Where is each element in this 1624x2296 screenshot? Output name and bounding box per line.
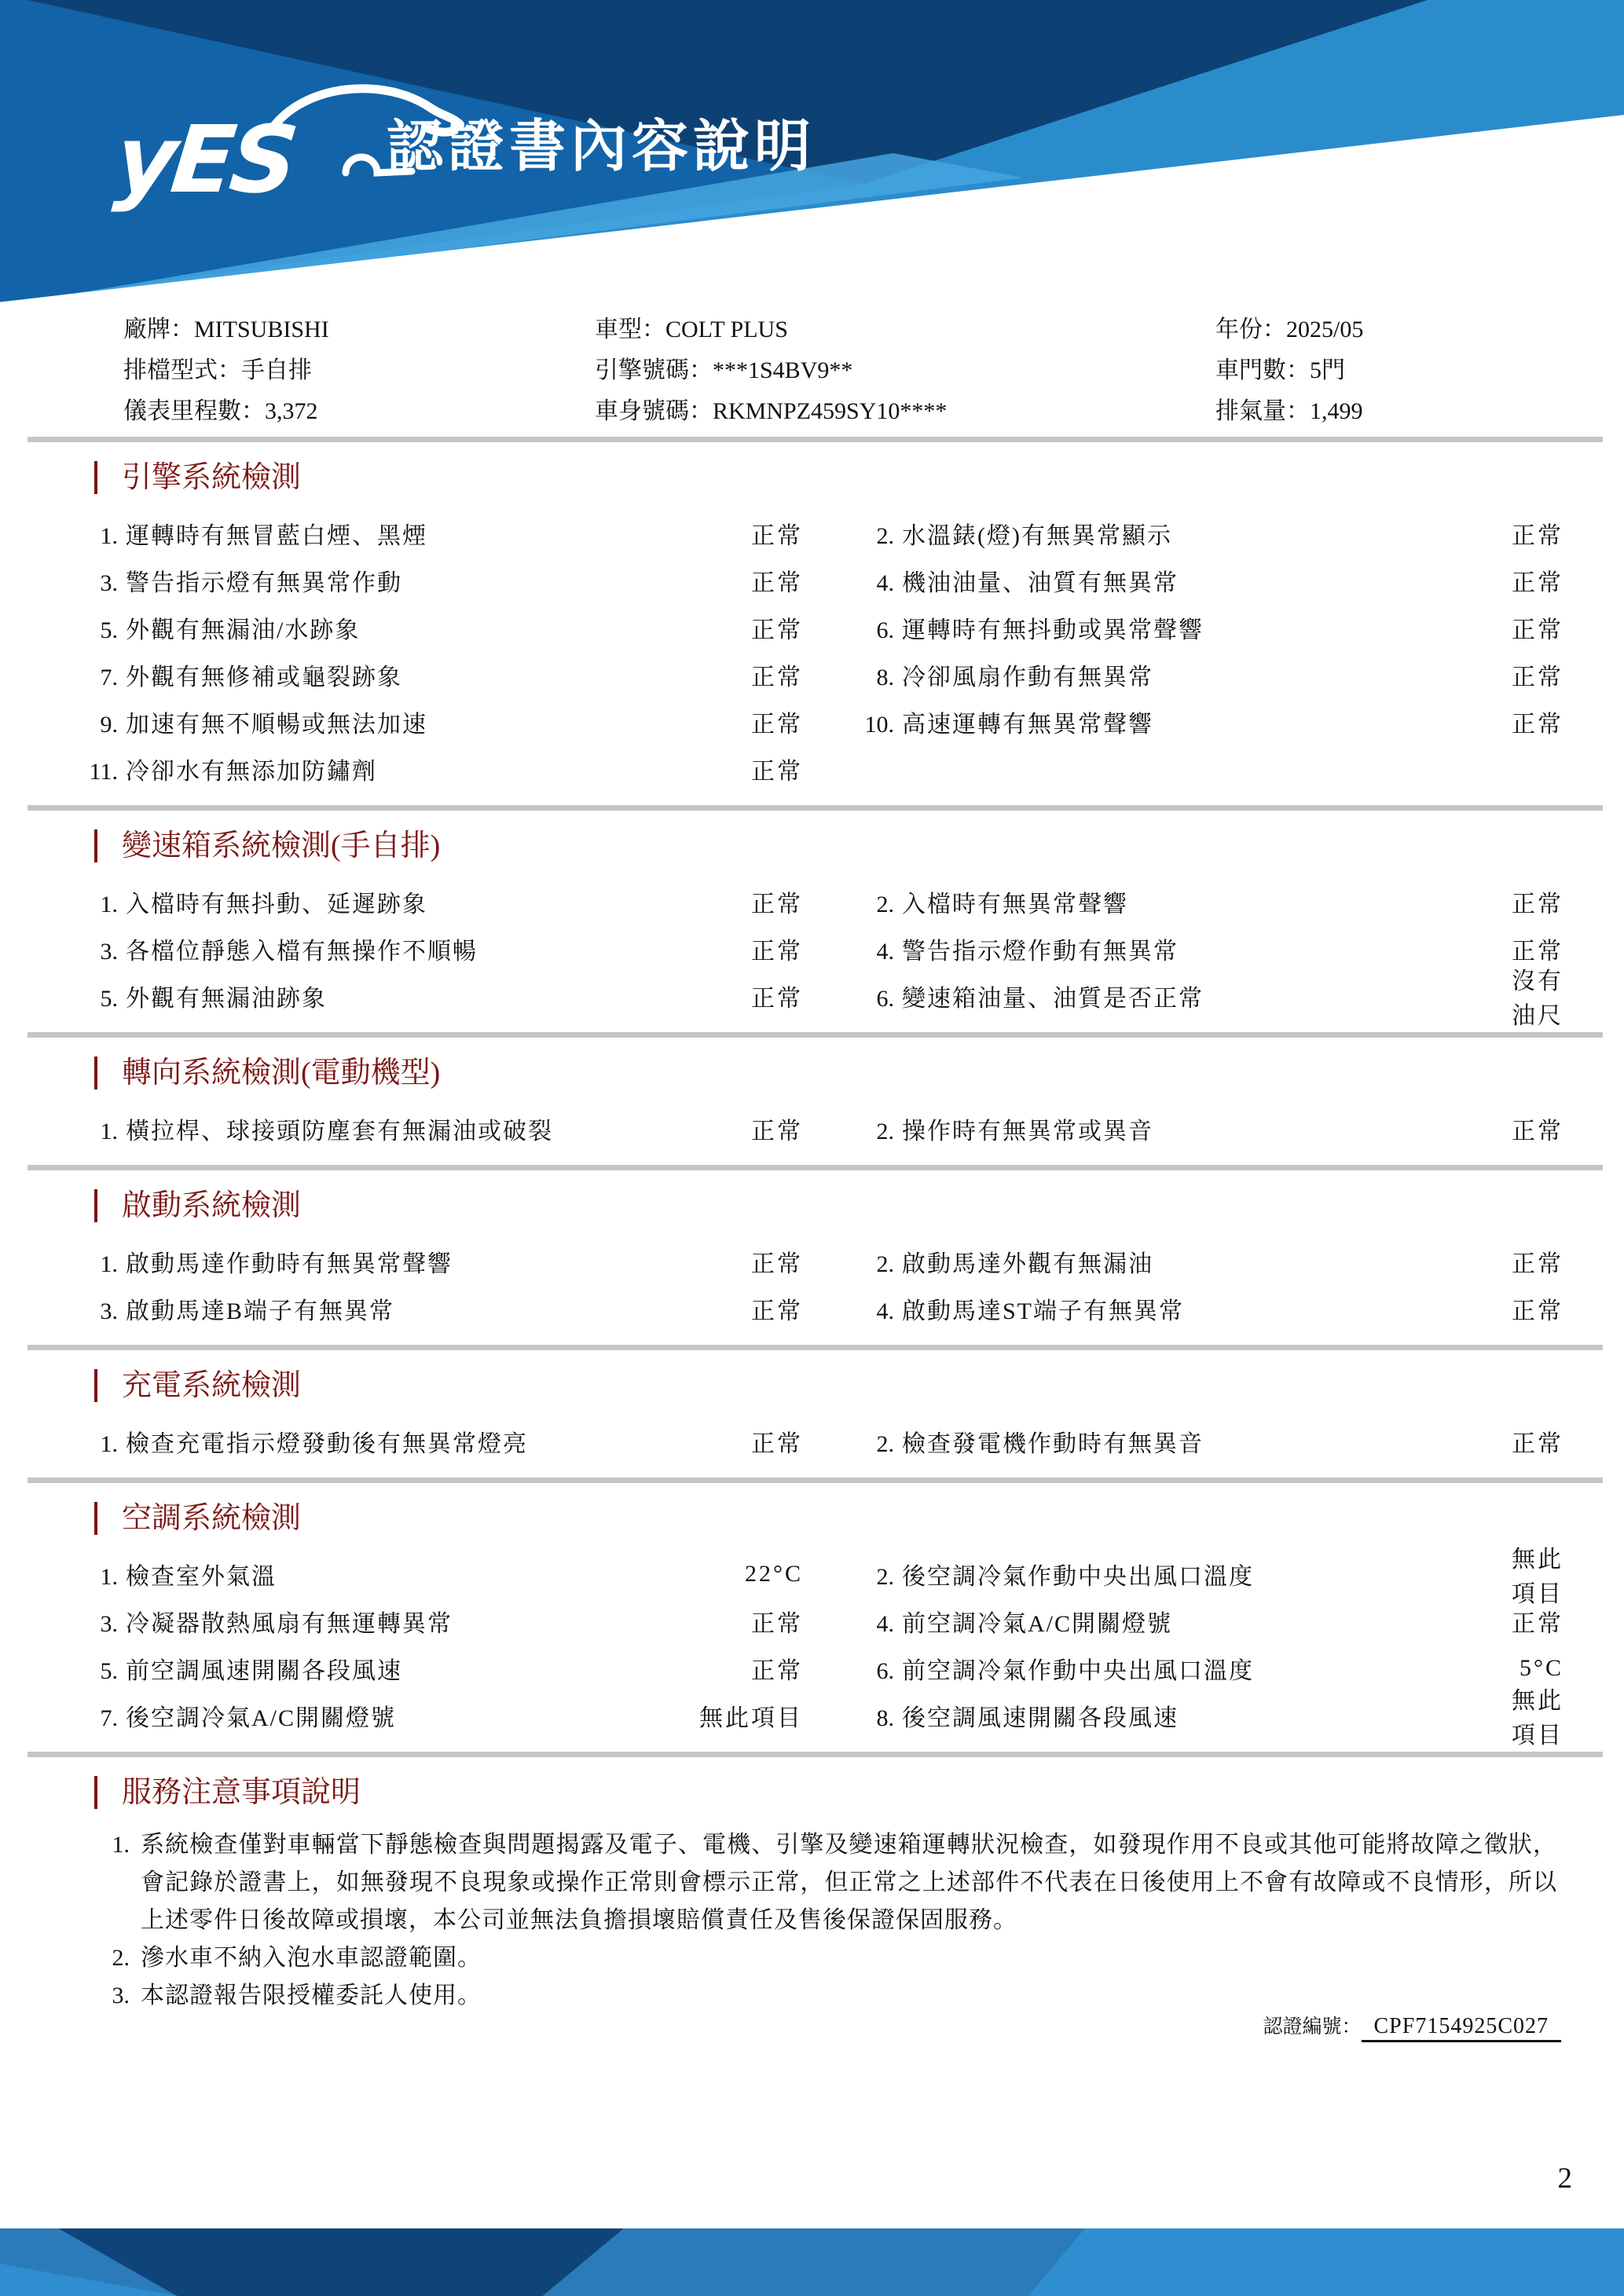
section-rows [0,1418,1624,1465]
inspection-item [82,705,684,739]
item-number: 4. [876,570,894,596]
item-result: 正常 [751,1658,803,1684]
inspection-item [858,610,1494,645]
item-result: 正常 [751,617,803,643]
vehicle-info-label: 引擎號碼： [595,357,713,383]
vehicle-info-value: MITSUBISHI [194,317,329,342]
item-text: 外觀有無漏油/水跡象 [126,617,361,643]
item-result: 正常 [751,892,803,917]
inspection-section [0,1369,1624,1483]
inspection-item [82,657,684,692]
inspection-row [0,878,1624,925]
item-result: 正常 [1512,523,1564,549]
footer-banner [0,2228,1624,2296]
inspection-item [858,1424,1494,1459]
inspection-item [858,932,1494,966]
item-text: 前空調冷氣作動中央出風口溫度 [902,1658,1254,1684]
inspection-row [0,1105,1624,1152]
item-result: 正常 [751,570,803,596]
vehicle-info-value: 2025/05 [1286,317,1364,342]
separator-rule [27,1165,1603,1170]
item-number: 11. [89,759,118,785]
item-number: 1. [100,523,118,549]
page-title: 認證書內容說明 [387,113,816,179]
item-number: 3. [100,1298,118,1324]
item-text: 檢查發電機作動時有無異音 [902,1431,1204,1457]
inspection-sections [0,461,1624,1757]
item-result: 正常 [751,939,803,965]
item-result: 正常 [751,1611,803,1637]
item-number: 4. [876,1611,894,1637]
item-number: 3. [100,939,118,965]
item-result: 正常 [1512,617,1564,643]
vehicle-info-label: 排檔型式： [123,357,241,383]
vehicle-info-label: 廠牌： [123,317,194,342]
vehicle-info-label: 儀表里程數： [123,398,265,424]
item-result: 正常 [1512,712,1564,738]
inspection-item [858,1291,1494,1326]
item-text: 後空調冷氣作動中央出風口溫度 [902,1564,1254,1590]
inspection-item [858,1111,1494,1146]
item-text: 冷卻風扇作動有無異常 [902,665,1153,690]
section-title: 啟動系統檢測 [0,1189,1624,1222]
item-text: 水溫錶(燈)有無異常顯示 [902,523,1172,549]
item-result: 正常 [751,1119,803,1144]
vehicle-info-label: 車型： [595,317,665,342]
item-text: 檢查充電指示燈發動後有無異常燈亮 [126,1431,528,1457]
item-result: 正常 [1512,939,1564,965]
item-text: 檢查室外氣溫 [126,1564,277,1590]
item-number: 6. [876,1658,894,1684]
vehicle-info-value: 1,499 [1310,398,1363,424]
section-rows [0,1105,1624,1152]
certificate-number-line [1263,2011,1561,2039]
item-number: 1. [100,892,118,917]
inspection-row [0,651,1624,698]
inspection-item [858,657,1494,692]
item-result: 22°C [744,1561,803,1587]
item-result: 無此項目 [1512,1547,1564,1607]
inspection-item [858,1604,1494,1639]
item-text: 機油油量、油質有無異常 [902,570,1179,596]
item-number: 4. [876,939,894,965]
inspection-section [0,1056,1624,1170]
certificate-number-label: 認證編號： [1263,2016,1362,2038]
item-text: 冷卻水有無添加防鏽劑 [126,759,377,785]
item-number: 10. [864,712,894,738]
inspection-row [0,1547,1624,1607]
inspection-item [82,1291,684,1326]
vehicle-info-cell [1215,350,1624,385]
section-rows [0,1547,1624,1749]
inspection-item [82,563,684,598]
inspection-row [0,557,1624,604]
item-result: 正常 [751,712,803,738]
inspection-row [0,510,1624,557]
service-notes-section [0,1776,1624,2015]
section-rows [0,510,1624,793]
item-text: 運轉時有無抖動或異常聲響 [902,617,1204,643]
item-result: 正常 [1512,665,1564,690]
item-text: 後空調冷氣A/C開關燈號 [126,1705,397,1731]
separator-rule [27,805,1603,811]
vehicle-info-cell [595,391,1215,426]
inspection-item [82,752,684,786]
inspection-row [0,1688,1624,1749]
note-text: 系統檢查僅對車輛當下靜態檢查與問題揭露及電子、電機、引擎及變速箱運轉狀況檢查，如發現作用不良或其他可能將故障之徵狀，會記錄於證書上，如無發現不良現象或操作正常則會標示正常，但正常之上述部件不代表在日後使用上不會有故障或不良情形，所以上述零件日後故障或損壞，本公司並無法負擔損壞賠償責任及售後保證保固服務。 [141,1832,1557,1933]
item-number: 1. [100,1431,118,1457]
item-number: 6. [876,617,894,643]
inspection-item [858,1557,1494,1591]
item-number: 7. [100,665,118,690]
vehicle-info-cell [1215,309,1624,344]
item-text: 運轉時有無冒藍白煙、黑煙 [126,523,427,549]
item-text: 操作時有無異常或異音 [902,1119,1153,1144]
item-number: 4. [876,1298,894,1324]
separator-rule [27,437,1603,442]
item-result: 正常 [1512,1611,1564,1637]
item-text: 外觀有無修補或龜裂跡象 [126,665,402,690]
inspection-row [0,745,1624,793]
vehicle-info-label: 車門數： [1215,357,1310,383]
certificate-number-value: CPF7154925C027 [1362,2014,1562,2042]
page-number: 2 [1557,2162,1572,2195]
vehicle-info-value: RKMNPZ459SY10**** [713,398,948,424]
inspection-item [82,516,684,551]
vehicle-info-label: 年份： [1215,317,1286,342]
item-number: 5. [100,986,118,1012]
vehicle-info-cell [1215,391,1624,426]
item-number: 8. [876,665,894,690]
note-text: 本認證報告限授權委託人使用。 [141,1983,482,2009]
item-text: 前空調冷氣A/C開關燈號 [902,1611,1173,1637]
item-result: 正常 [751,1431,803,1457]
document-body [0,306,1624,2015]
vehicle-info-cell [123,391,595,426]
item-text: 橫拉桿、球接頭防塵套有無漏油或破裂 [126,1119,553,1144]
section-title: 引擎系統檢測 [0,461,1624,494]
item-result: 正常 [751,759,803,785]
vehicle-info-row [0,306,1624,347]
inspection-section [0,461,1624,811]
inspection-row [0,1418,1624,1465]
item-result: 正常 [1512,1431,1564,1457]
inspection-item [82,884,684,919]
item-text: 後空調風速開關各段風速 [902,1705,1179,1731]
item-text: 各檔位靜態入檔有無操作不順暢 [126,939,478,965]
item-text: 高速運轉有無異常聲響 [902,712,1153,738]
vehicle-info-value: COLT PLUS [665,317,788,342]
inspection-item [858,979,1494,1013]
vehicle-info-label: 排氣量： [1215,398,1310,424]
inspection-item [858,1651,1494,1686]
item-number: 3. [100,1611,118,1637]
inspection-item [82,1604,684,1639]
inspection-section [0,1502,1624,1757]
vehicle-info-value: 手自排 [241,357,312,383]
item-result: 正常 [1512,1298,1564,1324]
separator-rule [27,1345,1603,1350]
vehicle-info-row [0,388,1624,429]
inspection-item [82,1424,684,1459]
item-number: 2. [876,1119,894,1144]
vehicle-info-value: 5門 [1310,357,1345,383]
inspection-row [0,1238,1624,1285]
note-number: 1. [112,1832,130,1858]
item-text: 警告指示燈有無異常作動 [126,570,402,596]
item-result: 正常 [751,1298,803,1324]
section-title: 轉向系統檢測(電動機型) [0,1056,1624,1089]
item-text: 入檔時有無抖動、延遲跡象 [126,892,427,917]
note-number: 2. [112,1945,130,1971]
inspection-item [82,610,684,645]
item-number: 7. [100,1705,118,1731]
inspection-item [82,1651,684,1686]
item-result: 沒有油尺 [1512,969,1564,1029]
item-result: 正常 [751,1251,803,1277]
item-result: 正常 [1512,1119,1564,1144]
item-number: 2. [876,1431,894,1457]
item-number: 5. [100,617,118,643]
section-rows [0,878,1624,1029]
note-item [90,1826,1557,1939]
inspection-item [858,884,1494,919]
inspection-item [858,516,1494,551]
header-banner [0,0,1624,306]
vehicle-info-row [0,347,1624,388]
item-text: 前空調風速開關各段風速 [126,1658,402,1684]
vehicle-info-cell [123,350,595,385]
inspection-item [858,1244,1494,1279]
item-result: 正常 [751,523,803,549]
inspection-item [858,705,1494,739]
inspection-row [0,1285,1624,1332]
separator-rule [27,1032,1603,1038]
item-text: 警告指示燈作動有無異常 [902,939,1179,965]
item-text: 外觀有無漏油跡象 [126,986,327,1012]
item-result: 無此項目 [1512,1688,1564,1749]
inspection-row [0,698,1624,745]
item-number: 2. [876,1251,894,1277]
inspection-row [0,1598,1624,1645]
item-text: 加速有無不順暢或無法加速 [126,712,427,738]
note-item [90,1977,1557,2015]
vehicle-info-cell [595,350,1215,385]
vehicle-info-value: 3,372 [265,398,318,424]
inspection-row [0,604,1624,651]
item-number: 6. [876,986,894,1012]
vehicle-info-label: 車身號碼： [595,398,713,424]
inspection-row [0,1645,1624,1692]
vehicle-info-value: ***1S4BV9** [713,357,853,383]
item-number: 1. [100,1564,118,1590]
section-title: 變速箱系統檢測(手自排) [0,829,1624,862]
item-number: 1. [100,1251,118,1277]
item-text: 啟動馬達作動時有無異常聲響 [126,1251,453,1277]
item-text: 啟動馬達B端子有無異常 [126,1298,395,1324]
note-number: 3. [112,1983,130,2009]
inspection-item [82,979,684,1013]
note-text: 滲水車不納入泡水車認證範圍。 [141,1945,482,1971]
note-item [90,1939,1557,1977]
inspection-row [0,969,1624,1029]
note-list [90,1826,1557,2015]
vehicle-info-cell [123,309,595,344]
separator-rule [27,1752,1603,1757]
item-number: 2. [876,1564,894,1590]
item-number: 2. [876,523,894,549]
separator-rule [27,1478,1603,1483]
inspection-item [82,1557,684,1591]
item-text: 啟動馬達ST端子有無異常 [902,1298,1185,1324]
item-text: 冷凝器散熱風扇有無運轉異常 [126,1611,453,1637]
vehicle-info [0,306,1624,429]
section-rows [0,1238,1624,1332]
item-text: 啟動馬達外觀有無漏油 [902,1251,1153,1277]
item-result: 無此項目 [699,1705,803,1731]
item-text: 入檔時有無異常聲響 [902,892,1128,917]
vehicle-info-cell [595,309,1215,344]
item-result: 正常 [1512,892,1564,917]
item-number: 2. [876,892,894,917]
item-result: 正常 [1512,570,1564,596]
item-number: 1. [100,1119,118,1144]
inspection-item [82,1111,684,1146]
section-title: 服務注意事項說明 [0,1776,1624,1809]
inspection-section [0,1189,1624,1350]
item-result: 正常 [1512,1251,1564,1277]
item-number: 9. [100,712,118,738]
section-title: 空調系統檢測 [0,1502,1624,1535]
inspection-item [82,932,684,966]
inspection-item [858,1698,1494,1733]
yes-logo-text: yES [110,105,299,214]
item-result: 正常 [751,665,803,690]
section-title: 充電系統檢測 [0,1369,1624,1402]
item-number: 3. [100,570,118,596]
inspection-row [0,925,1624,972]
item-text: 變速箱油量、油質是否正常 [902,986,1204,1012]
inspection-item [82,1698,684,1733]
item-number: 5. [100,1658,118,1684]
item-result: 5°C [1519,1655,1564,1681]
item-result: 正常 [751,986,803,1012]
inspection-item [82,1244,684,1279]
inspection-section [0,829,1624,1038]
inspection-item [858,563,1494,598]
item-number: 8. [876,1705,894,1731]
